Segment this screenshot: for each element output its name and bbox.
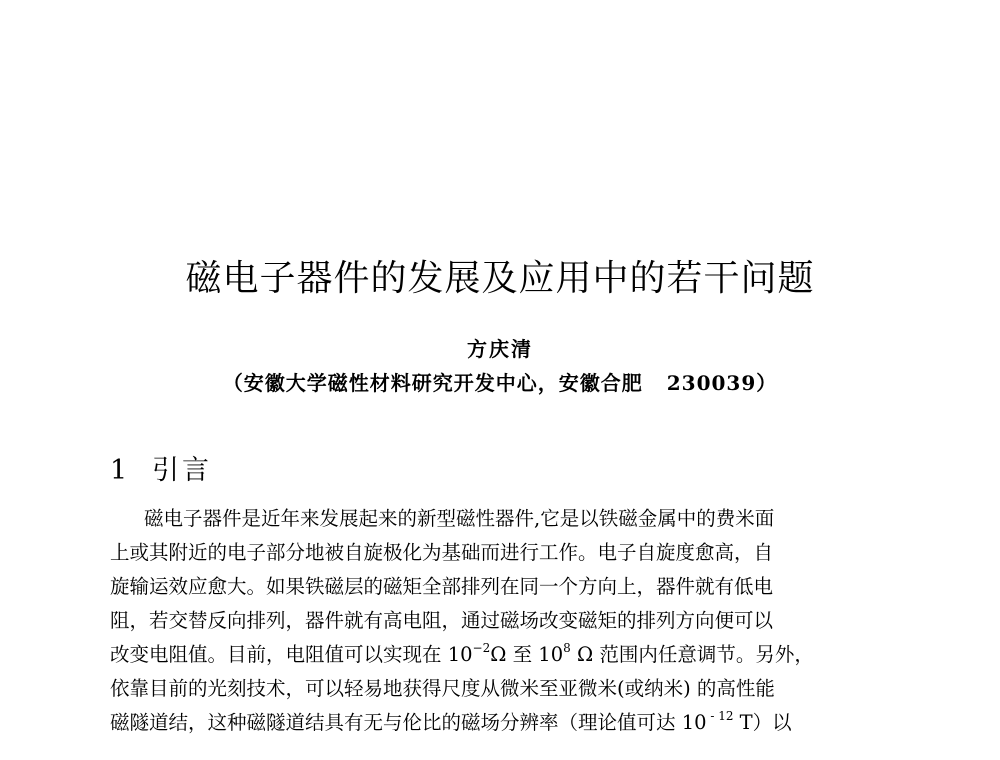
body-line-1: 磁电子器件是近年来发展起来的新型磁性器件,它是以铁磁金属中的费米面 <box>144 507 775 530</box>
body-line-7 <box>110 706 905 740</box>
author-name: 方庆清 <box>467 337 533 361</box>
body-line-5-part-b: Ω 至 10 <box>490 643 564 666</box>
affiliation <box>0 367 1000 396</box>
exponent-minus-12: - 12 <box>706 708 734 723</box>
body-line-4: 阻，若交替反向排列，器件就有高电阻，通过磁场改变磁矩的排列方向便可以 <box>110 609 774 632</box>
body-line-6: 依靠目前的光刻技术，可以轻易地获得尺度从微米至亚微米(或纳米) 的高性能 <box>110 677 775 700</box>
body-line-7-part-a: 磁隧道结，这种磁隧道结具有无与伦比的磁场分辨率（理论值可达 10 <box>110 711 707 734</box>
exponent-8: 8 <box>563 640 571 655</box>
body-line-5-part-c: Ω 范围内任意调节。另外， <box>570 643 814 666</box>
affiliation-text: （安徽大学磁性材料研究开发中心，安徽合肥 <box>222 371 643 395</box>
body-line-7-part-b: T）以 <box>733 711 792 734</box>
exponent-minus-2: −2 <box>472 640 491 655</box>
body-line-3: 旋输运效应愈大。如果铁磁层的磁矩全部排列在同一个方向上，器件就有低电 <box>110 575 774 598</box>
body-line-2: 上或其附近的电子部分地被自旋极化为基础而进行工作。电子自旋度愈高，自 <box>110 541 774 564</box>
section-number: 1 <box>110 455 128 486</box>
body-line-5-part-a: 改变电阻值。目前，电阻值可以实现在 10 <box>110 643 473 666</box>
paper-title: 磁电子器件的发展及应用中的若干问题 <box>185 258 815 299</box>
body-line-5 <box>110 638 905 672</box>
section-heading <box>110 448 212 487</box>
section-title: 引言 <box>152 455 212 486</box>
postal-code: 230039） <box>666 371 778 395</box>
body-paragraph <box>110 502 905 740</box>
